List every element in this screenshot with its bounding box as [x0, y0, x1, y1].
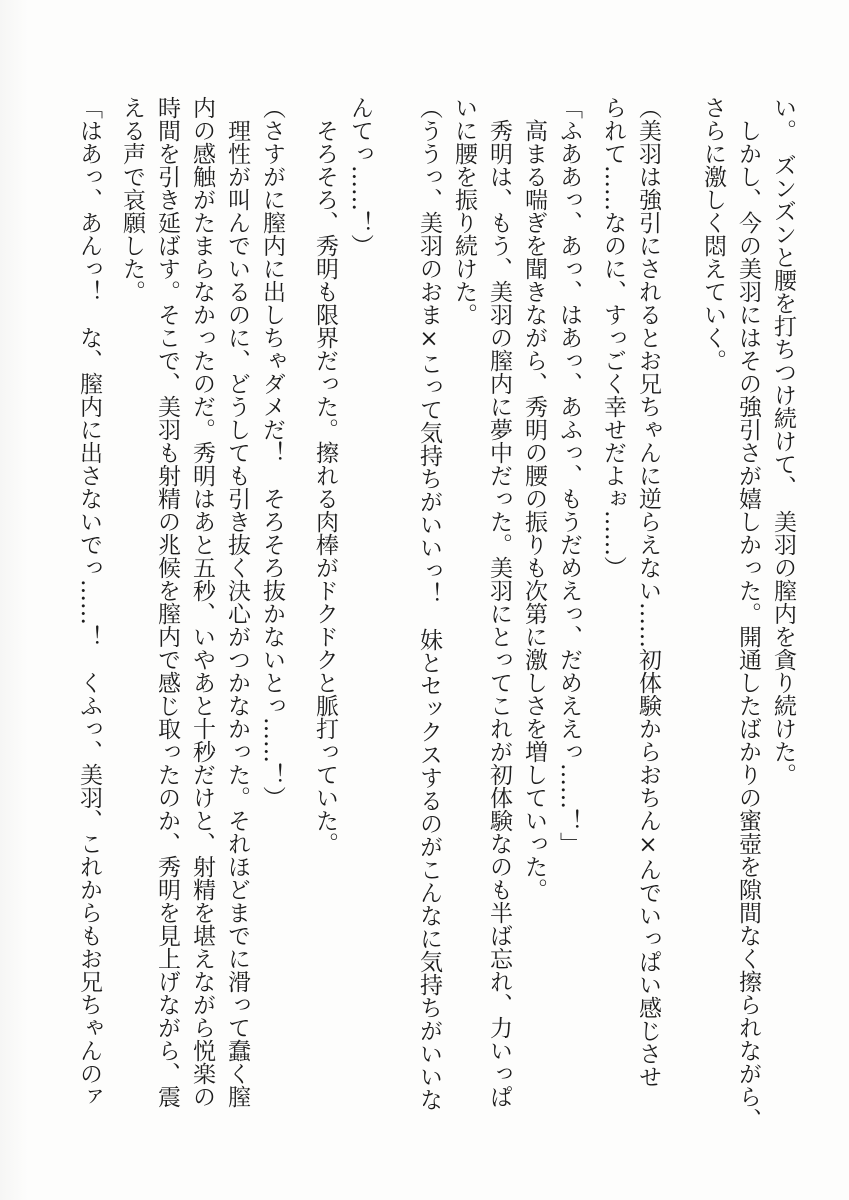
text-line: 理性が叫んでいるのに、どうしても引き抜く決心がつかなかった。それほどまでに滑って蠢く膣: [224, 96, 250, 1108]
text-line: んてっ……！）: [347, 96, 373, 257]
text-line: （美羽は強引にされるとお兄ちゃんに逆らえない……初体験からおちん×んでいっぱい感じさせ: [635, 96, 661, 1088]
page-text-block: [71, 96, 800, 1131]
text-line: 秀明は、もう、美羽の膣内に夢中だった。美羽にとってこれが初体験なのも半ば忘れ、力いっぱ: [486, 96, 512, 1108]
text-line: 「ふああっ、あっ、はあっ、あふっ、もうだめえっ、だめええっ……！」: [556, 96, 582, 855]
text-line: （ううっ、美羽のおま×こって気持ちがいいっ！ 妹とセックスするのがこんなに気持ちがいいな: [416, 96, 442, 1111]
text-line: そろそろ、秀明も限界だった。擦れる肉棒がドクドクと脈打っていた。: [312, 96, 338, 855]
text-line: 「はあっ、あんっ！ な、膣内に出さないでっ……！ くふっ、美羽、これからもお兄ちゃんのァ: [76, 96, 102, 1108]
text-line: （さすがに膣内に出しちゃダメだ！ そろそろ抜かないとっ……！）: [259, 96, 285, 809]
text-line: しかし、今の美羽にはその強引さが嬉しかった。開通したばかりの蜜壺を隙間なく擦られながら、: [735, 96, 761, 1131]
text-line: 高まる喘ぎを聞きながら、秀明の腰の振りも次第に激しさを増していった。: [521, 96, 547, 901]
text-line: られて……なのに、すっごく幸せだよぉ……）: [600, 96, 626, 579]
text-line: 内の感触がたまらなかったのだ。秀明はあと五秒、いやあと十秒だけと、射精を堪えながら悦楽の: [189, 96, 215, 1108]
text-line: える声で哀願した。: [119, 96, 145, 303]
text-line: いに腰を振り続けた。: [451, 96, 477, 326]
text-line: さらに激しく悶えていく。: [700, 96, 726, 372]
text-line: い。 ズンズンと腰を打ちつけ続けて、 美羽の膣内を貪り続けた。: [770, 96, 796, 786]
text-line: 時間を引き延ばす。そこで、美羽も射精の兆候を膣内で感じ取ったのか、秀明を見上げながら、震: [154, 96, 180, 1108]
